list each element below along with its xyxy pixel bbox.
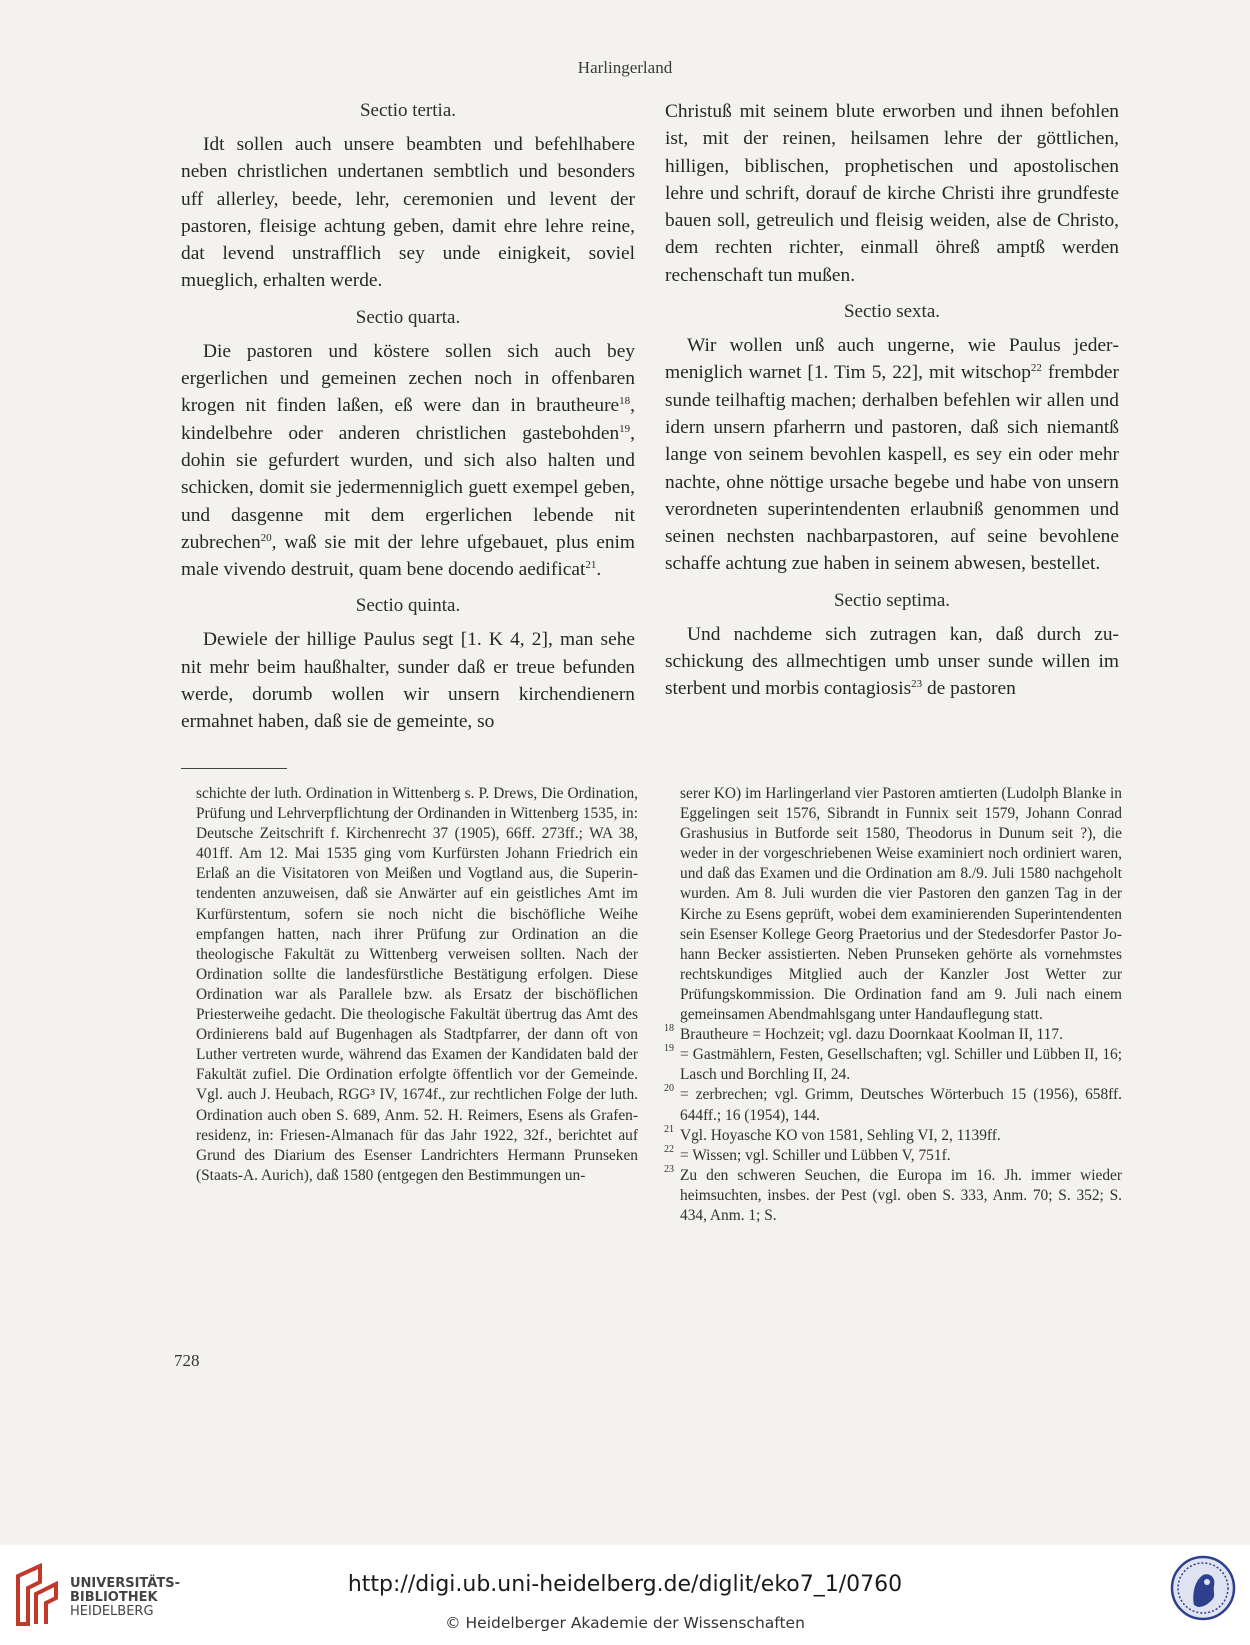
paragraph-quarta — [181, 338, 635, 584]
footnote-number: 19 — [664, 1043, 674, 1055]
footnote-number: 22 — [664, 1143, 674, 1155]
footnote-19 — [664, 1043, 1122, 1085]
paragraph-sexta — [665, 332, 1119, 578]
paragraph-tertia: Idt sollen auch unsere beambten und befehlhabere neben christlichen undertanen sembtlich und besonders uff allerley, beede, lehr, ceremonien und levent der pastoren, fleisige achtung geben, damit ehre lehre reine, dat levend unstrafflich sey unde einigkeit, soviel mueglich, erhalten werde. — [181, 134, 635, 292]
footnote-number: 23 — [664, 1163, 674, 1175]
footnote-text: Zu den schweren Seuchen, die Europa im 16. Jh. immer wieder heimsuchten, insbes. der Pest (vgl. oben S. 333, Anm. 70; S. 352; S. 434, Anm. 1; S. — [680, 1166, 1122, 1224]
logo-line: BIBLIOTHEK — [70, 1590, 158, 1605]
paragraph-septima — [665, 621, 1119, 703]
left-text-column — [181, 98, 635, 736]
section-title-tertia: Sectio tertia. — [359, 100, 457, 121]
text-segment: de pastoren — [922, 678, 1016, 700]
page-number: 728 — [174, 1351, 200, 1370]
logo-line: HEIDELBERG — [70, 1604, 154, 1619]
footnote-separator-rule — [181, 768, 287, 769]
permalink-url[interactable]: http://digi.ub.uni-heidelberg.de/diglit/eko7_1/0760 — [347, 1572, 903, 1597]
footnote-21 — [664, 1123, 1122, 1146]
footnote-number: 18 — [664, 1023, 674, 1035]
right-text-column — [665, 98, 1119, 703]
footnote-continued-text: serer KO) im Harlingerland vier Pastoren amtierten (Ludolph Blanke in Eggelingen seit 1576, Sibrandt in Funnix seit 1579, Johann Conrad Grashusius in Butforde seit 1580, Theodorus in Dunum seit ?), die weder in der vorgeschriebenen Weise examiniert noch ordiniert waren, und daß das Examen und die Ordination am 8./9. Juli 1580 nachgeholt wurden. Am 8. Juli wurden die vier Pastoren den ganzen Tag in der Kirche zu Esens geprüft, wobei dem examinierenden Superintendenten sein Esenser Kollege Georg Praetorius und der Stedesdorfer Pastor Johann Becker assistierten. Neben Prunseken gehörte als vornehmstes rechtskundiges Mitglied auch der Kanzler Jost Wetter zur Prüfungskommission. Die Ordination fand am 9. Juli nach einem gemeinsamen Abendmahlsgang unter Handauflegung statt. — [680, 785, 1122, 1024]
footnote-text: = Wissen; vgl. Schiller und Lübben V, 751f. — [680, 1146, 951, 1164]
text-segment: . — [596, 559, 602, 581]
footnotes-left-column — [196, 784, 638, 1186]
footnote-continued-text: schichte der luth. Ordination in Wittenberg s. P. Drews, Die Ordination, Prüfung und Lehrverpflichtung der Ordinanden in Wittenberg 1535, in: Deutsche Zeitschrift f. Kirchenrecht 37 (1905), 66ff. 273ff.; WA 38, 401ff. Am 12. Mai 1535 ging vom Kurfürsten Johann Friedrich ein Erlaß an die Visitatoren von Meißen und Vogtland aus, die Superintendenten anzuweisen, daß sie Anwärter auf ein geistliches Amt im Kurfürstentum, sofern sie noch nicht die bischöfliche Weihe empfangen hatten, nach ihrer Prüfung zur Ordination an die theologische Fakultät zu Wittenberg verweisen sollten. Nach der Ordination sollte die landesfürstliche Bestätigung erfolgen. Diese Ordination war als Parallele bzw. als Ersatz der bischöflichen Priesterweihe gedacht. Die theologische Fakultät übertrug das Amt des Ordinierens bald auf Bugenhagen als Stadtpfarrer, der dann oft von Luther vertreten wurde, während das Examen der Kandidaten bald der Fakultät zufiel. Die Ordination erfolgte öffentlich vor der Gemeinde. Vgl. auch J. Heubach, RGG³ IV, 1674f., zur rechtlichen Folge der luth. Ordination auch oben S. 689, Anm. 52. H. Reimers, Esens als Grafenresidenz, in: Friesen-Almanach für das Jahr 1922, 32f., berichtet auf Grund des Diarium des Esenser Landrichters Hermann Prunseken (Staats-A. Aurich), daß 1580 (entgegen den Bestimmungen un- — [196, 785, 638, 1184]
footnote-number: 20 — [664, 1083, 674, 1095]
footnote-ref-23: 23 — [911, 678, 923, 691]
footnote-number: 21 — [664, 1123, 674, 1135]
section-title-sexta: Sectio sexta. — [843, 301, 941, 323]
footnote-text: = Gastmählern, Festen, Gesellschaften; vgl. Schiller und Lübben II, 16; Lasch und Borchling II, 24. — [680, 1046, 1122, 1084]
footnote-ref-20: 20 — [260, 531, 272, 544]
footnote-text: Brautheure = Hochzeit; vgl. dazu Doornkaat Koolman II, 117. — [680, 1026, 1063, 1044]
footnote-text: = zerbrechen; vgl. Grimm, Deutsches Wörterbuch 15 (1956), 658ff. 644ff.; 16 (1954), 144. — [680, 1086, 1122, 1124]
footnote-ref-18: 18 — [619, 395, 631, 408]
footnote-22 — [664, 1143, 1122, 1166]
footnote-ref-22: 22 — [1030, 362, 1042, 375]
running-head: Harlingerland — [577, 58, 673, 77]
footnote-ref-19: 19 — [619, 422, 631, 435]
text-segment: Die pastoren und köstere sollen sich auch bey ergerlichen und gemeinen zechen noch in offenbaren krogen nit finden laßen, eß were dan in brautheure — [181, 340, 635, 417]
footnote-ref-21: 21 — [585, 559, 597, 572]
section-title-septima: Sectio septima. — [833, 589, 951, 611]
text-segment: Wir wollen unß auch ungerne, wie Paulus jedermeniglich warnet [1. Tim 5, 22], mit witschop — [665, 335, 1119, 384]
section-title-quarta: Sectio quarta. — [355, 306, 461, 328]
footnote-20 — [664, 1083, 1122, 1125]
section-title-quinta: Sectio quinta. — [355, 595, 461, 617]
paragraph-quinta: Dewiele der hillige Paulus segt [1. K 4, 2], man sehe nit mehr beim haußhalter, sunder daß er treue befunden werde, dorumb wollen wir unsern kirchendienern ermahnet haben, daß sie de gemeinte, so — [181, 629, 635, 733]
footnotes-right-column — [664, 784, 1122, 1226]
copyright-notice: © Heidelberger Akademie der Wissenschaften — [445, 1614, 805, 1632]
text-segment: , dohin sie gefurdert wurden, und sich also halten und schicken, domit sie jedermenniglich guett exempel geben, und dasgenne mit dem ergerlichen lebende nit zubrechen — [181, 422, 635, 553]
text-segment: , kindelbehre oder anderen christlichen gastebohden — [181, 395, 635, 444]
text-segment: Und nachdeme sich zutragen kan, daß durch zuschickung des allmechtigen umb unser sunde willen im sterbent und morbis contagiosis — [665, 623, 1119, 700]
academy-seal-icon — [1170, 1555, 1236, 1625]
viewer-footer — [0, 1545, 1250, 1645]
paragraph-quinta-continued: Christuß mit seinem blute erworben und ihnen befohlen ist, mit der reinen, heilsamen lehre der göttlichen, hilligen, biblischen, prophetischen und apostolischen lehre und schrift, dorauf de kirche Christi ihre grundfeste bauen soll, getreulich und fleisig weiden, alse de Christo, dem rechten richter, einmall öhreß amptß werden rechenschaft tun mußen. — [665, 101, 1119, 286]
text-segment: , waß sie mit der lehre ufgebauet, plus enim male vivendo destruit, quam bene docendo aedificat — [181, 531, 635, 581]
footnote-23 — [664, 1163, 1122, 1226]
footnote-18 — [664, 1023, 1122, 1045]
logo-line: UNIVERSITÄTS- — [70, 1576, 180, 1591]
text-segment: frembder sunde teilhaftig machen; derhalben befehlen wir allen und idern unsern pfarherrn und pastoren, daß sich niemantß lange von seinem bevohlen kaspell, es sey ein oder mehr nachte, ohne nöttige ursache begebe und habe von unsern verordneten superintendenten erlaubniß genommen und seinen nechsten nachbarpastoren, auf seine bevohlene schaffe achtung zue haben in seinem abwesen, bestellet. — [665, 362, 1119, 575]
footnote-text: Vgl. Hoyasche KO von 1581, Sehling VI, 2, 1139ff. — [680, 1126, 1001, 1144]
